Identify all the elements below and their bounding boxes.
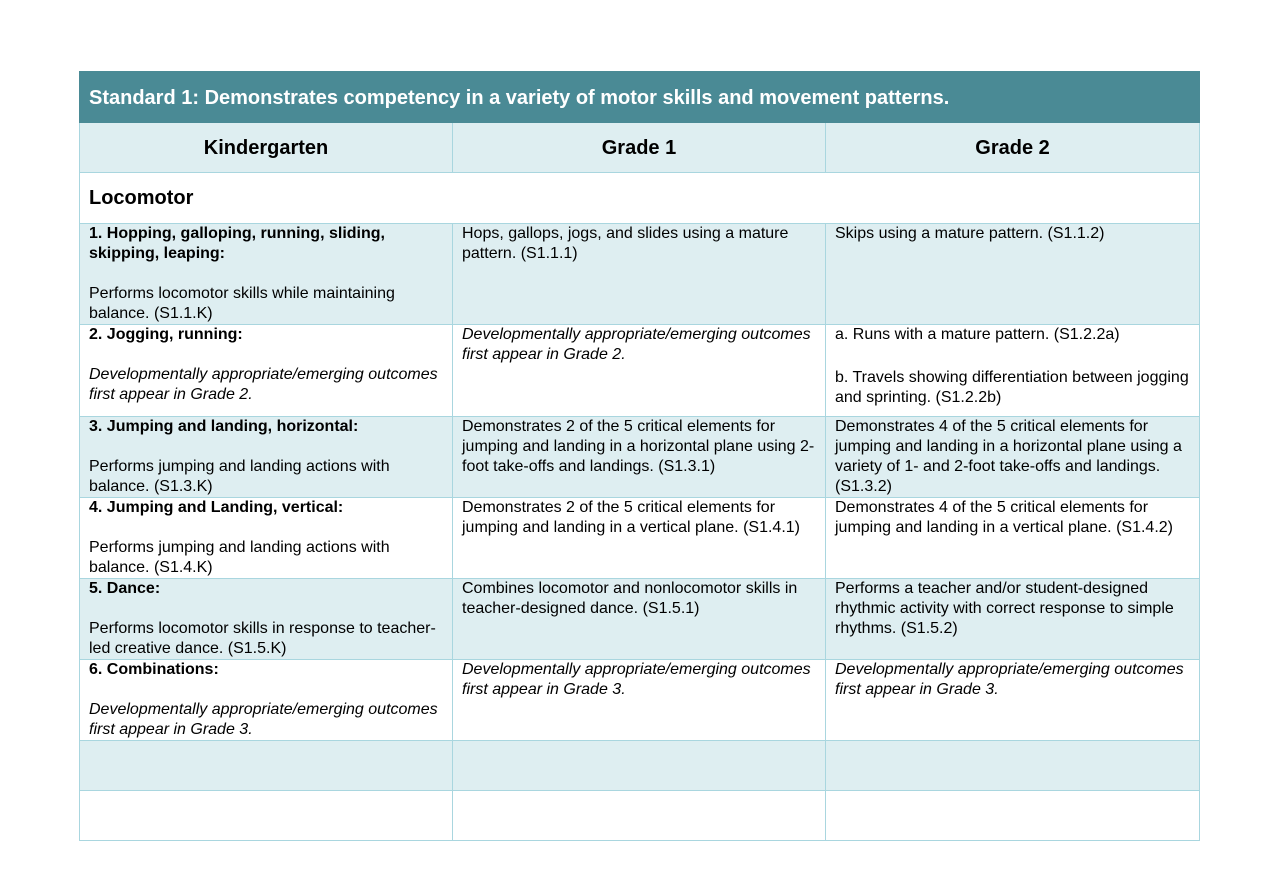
- kindergarten-cell: [80, 498, 453, 579]
- outcome-text: Combines locomotor and nonlocomotor skills in teacher-designed dance. (S1.5.1): [462, 580, 798, 617]
- grade-1-cell: [453, 325, 826, 417]
- empty-row: [80, 791, 1200, 841]
- outcome-text: Performs locomotor skills while maintaining balance. (S1.1.K): [89, 285, 395, 322]
- outcome-text: Skips using a mature pattern. (S1.1.2): [835, 225, 1105, 242]
- outcome-text: Demonstrates 4 of the 5 critical elements for jumping and landing in a vertical plane. (S1.4.2): [835, 499, 1173, 536]
- outcome-text: Developmentally appropriate/emerging outcomes first appear in Grade 3.: [462, 661, 811, 698]
- table-row: [80, 579, 1200, 660]
- outcome-text: Hops, gallops, jogs, and slides using a mature pattern. (S1.1.1): [462, 225, 789, 262]
- table-row: [80, 660, 1200, 741]
- grade-1-cell: [453, 417, 826, 498]
- empty-cell: [453, 791, 826, 841]
- grade-1-cell: [453, 224, 826, 325]
- section-title: Locomotor: [80, 173, 1200, 224]
- table-row: [80, 325, 1200, 417]
- grade-2-cell: [826, 417, 1200, 498]
- empty-cell: [80, 791, 453, 841]
- outcome-heading: 3. Jumping and landing, horizontal:: [89, 418, 359, 435]
- grade-2-cell: [826, 325, 1200, 417]
- column-header-kindergarten: Kindergarten: [80, 123, 453, 173]
- grade-2-cell: [826, 498, 1200, 579]
- outcome-text: Performs a teacher and/or student-designed rhythmic activity with correct response to simple rhythms. (S1.5.2): [835, 580, 1174, 637]
- kindergarten-cell: [80, 325, 453, 417]
- grade-2-cell: [826, 660, 1200, 741]
- outcome-text: Developmentally appropriate/emerging outcomes first appear in Grade 3.: [89, 701, 438, 738]
- column-header-grade-1: Grade 1: [453, 123, 826, 173]
- table-row: [80, 417, 1200, 498]
- empty-row: [80, 741, 1200, 791]
- grade-1-cell: [453, 660, 826, 741]
- grade-1-cell: [453, 579, 826, 660]
- table-row: [80, 224, 1200, 325]
- empty-cell: [453, 741, 826, 791]
- outcome-text: Demonstrates 2 of the 5 critical elements for jumping and landing in a vertical plane. (S1.4.1): [462, 499, 800, 536]
- outcome-text-a: a. Runs with a mature pattern. (S1.2.2a): [835, 326, 1120, 343]
- empty-cell: [826, 791, 1200, 841]
- outcome-text-b: b. Travels showing differentiation between jogging and sprinting. (S1.2.2b): [835, 369, 1189, 406]
- title-row: [80, 72, 1200, 123]
- outcome-heading: 5. Dance:: [89, 580, 161, 597]
- outcome-heading: 4. Jumping and Landing, vertical:: [89, 499, 344, 516]
- outcome-text: Developmentally appropriate/emerging outcomes first appear in Grade 2.: [89, 366, 438, 403]
- grade-1-cell: [453, 498, 826, 579]
- outcome-text: Performs locomotor skills in response to teacher-led creative dance. (S1.5.K): [89, 620, 436, 657]
- standards-table: [79, 71, 1200, 841]
- outcome-text: Developmentally appropriate/emerging outcomes first appear in Grade 2.: [462, 326, 811, 363]
- outcome-text: Demonstrates 2 of the 5 critical elements for jumping and landing in a horizontal plane using 2-foot take-offs and landings. (S1.3.1): [462, 418, 815, 475]
- kindergarten-cell: [80, 417, 453, 498]
- outcome-text: Performs jumping and landing actions with balance. (S1.3.K): [89, 458, 390, 495]
- outcome-heading: 2. Jogging, running:: [89, 326, 243, 343]
- empty-cell: [826, 741, 1200, 791]
- outcome-heading: 1. Hopping, galloping, running, sliding, skipping, leaping:: [89, 225, 385, 262]
- grade-header-row: [80, 123, 1200, 173]
- kindergarten-cell: [80, 224, 453, 325]
- table-row: [80, 498, 1200, 579]
- outcome-text: Performs jumping and landing actions with balance. (S1.4.K): [89, 539, 390, 576]
- grade-2-cell: [826, 579, 1200, 660]
- outcome-text: Developmentally appropriate/emerging outcomes first appear in Grade 3.: [835, 661, 1184, 698]
- outcome-heading: 6. Combinations:: [89, 661, 219, 678]
- column-header-grade-2: Grade 2: [826, 123, 1200, 173]
- outcome-text: Demonstrates 4 of the 5 critical elements for jumping and landing in a horizontal plane using a variety of 1- and 2-foot take-offs and landings. (S1.3.2): [835, 418, 1182, 495]
- empty-cell: [80, 741, 453, 791]
- grade-2-cell: [826, 224, 1200, 325]
- kindergarten-cell: [80, 579, 453, 660]
- standard-title: Standard 1: Demonstrates competency in a variety of motor skills and movement patterns.: [80, 72, 1200, 123]
- kindergarten-cell: [80, 660, 453, 741]
- section-row: [80, 173, 1200, 224]
